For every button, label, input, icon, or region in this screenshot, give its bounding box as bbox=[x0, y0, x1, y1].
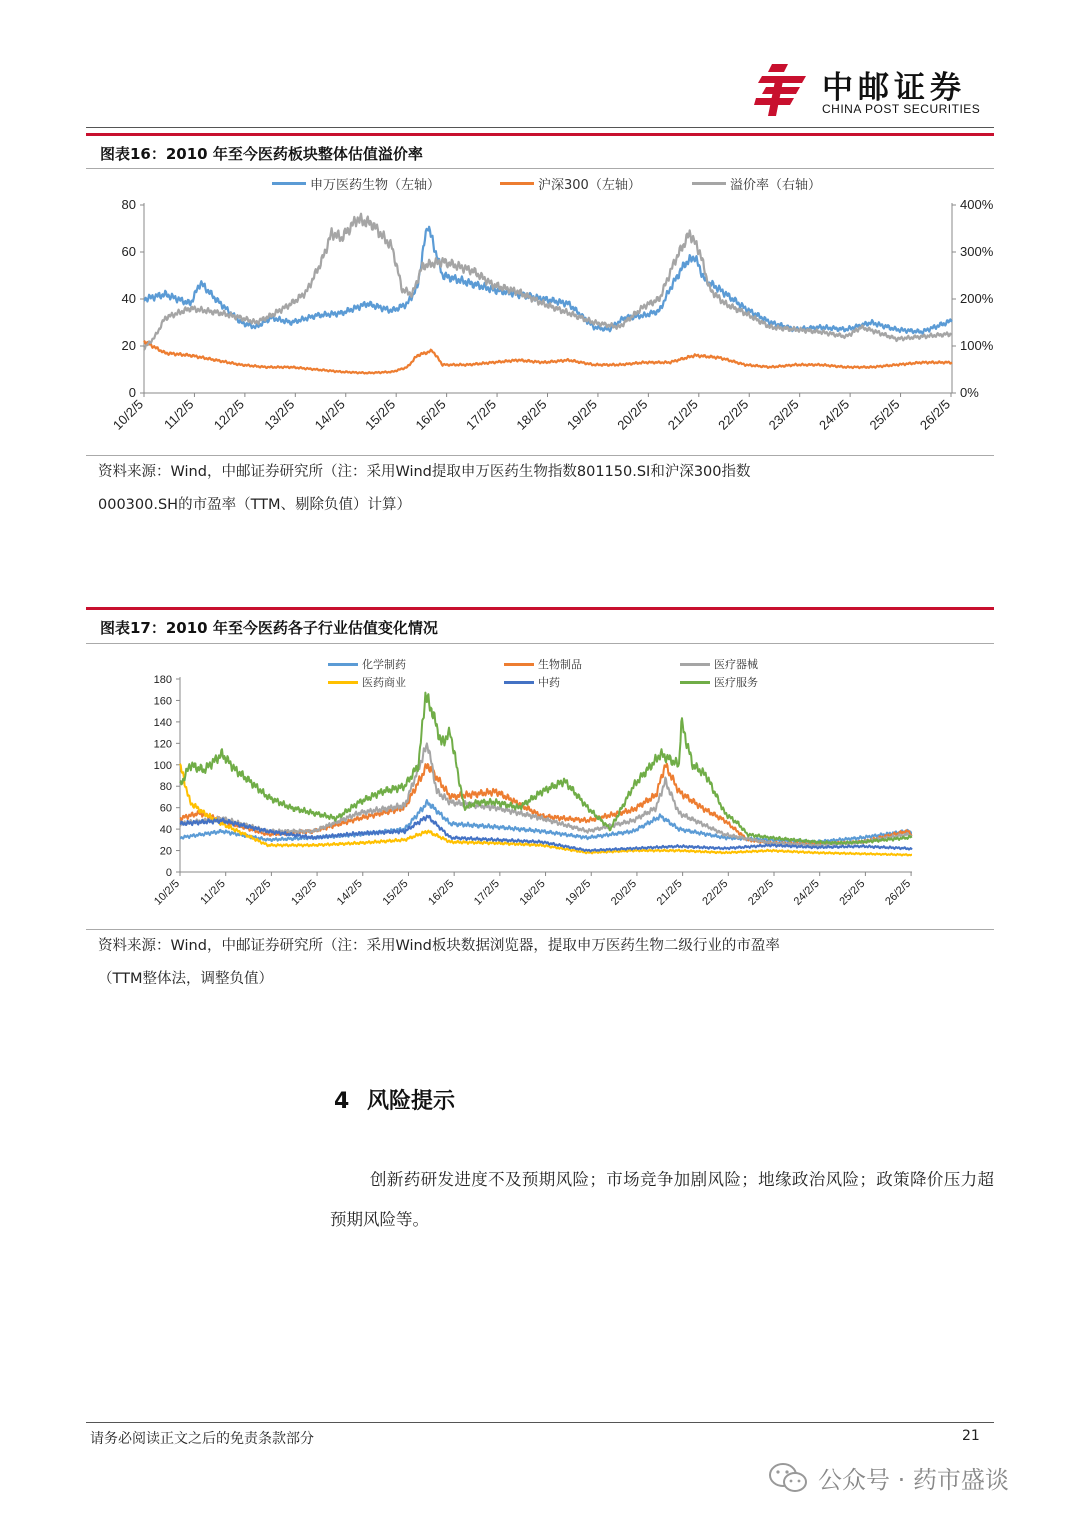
x-tick-label: 16/2/5 bbox=[426, 877, 457, 908]
x-tick-label: 26/2/5 bbox=[883, 877, 914, 908]
x-tick-label: 11/2/5 bbox=[198, 877, 228, 908]
x-tick-label: 23/2/5 bbox=[765, 396, 802, 433]
x-tick-label: 25/2/5 bbox=[866, 396, 903, 433]
legend-label: 医药商业 bbox=[362, 676, 406, 689]
figure17-source-line: （TTM整体法，调整负值） bbox=[98, 971, 273, 987]
figure17-source bbox=[98, 930, 978, 996]
x-tick-label: 25/2/5 bbox=[837, 877, 868, 908]
figure16-title-underline bbox=[86, 168, 994, 169]
x-tick-label: 11/2/5 bbox=[161, 396, 197, 433]
risk-paragraph: 创新药研发进度不及预期风险；市场竞争加剧风险；地缘政治风险；政策降价压力超预期风险等。 bbox=[330, 1170, 994, 1229]
series-line-1 bbox=[144, 341, 952, 374]
figure16-chart bbox=[86, 195, 994, 455]
y2-tick-label: 100% bbox=[960, 338, 994, 353]
logo-chinese-text: 中邮证券 bbox=[822, 70, 966, 106]
figure16-title: 图表16：2010 年至今医药板块整体估值溢价率 bbox=[100, 145, 423, 163]
y-tick-label: 160 bbox=[153, 695, 172, 708]
x-tick-label: 14/2/5 bbox=[311, 396, 348, 433]
y-tick-label: 40 bbox=[159, 824, 172, 837]
x-tick-label: 22/2/5 bbox=[715, 396, 752, 433]
section-heading bbox=[334, 1084, 455, 1115]
x-tick-label: 18/2/5 bbox=[513, 396, 550, 433]
y-tick-label: 60 bbox=[159, 802, 172, 815]
x-tick-label: 24/2/5 bbox=[791, 877, 822, 908]
figure16-legend-item bbox=[692, 174, 821, 193]
figure17-chart bbox=[86, 668, 994, 930]
x-tick-label: 23/2/5 bbox=[746, 877, 777, 908]
legend-swatch bbox=[328, 663, 358, 666]
section-number: 4 bbox=[334, 1089, 350, 1114]
y2-tick-label: 200% bbox=[960, 291, 994, 306]
y-tick-label: 20 bbox=[121, 338, 136, 353]
x-tick-label: 15/2/5 bbox=[362, 396, 399, 433]
x-tick-label: 17/2/5 bbox=[463, 396, 500, 433]
header-divider bbox=[86, 127, 994, 128]
legend-swatch bbox=[500, 182, 534, 185]
legend-label: 沪深300（左轴） bbox=[538, 178, 641, 193]
x-tick-label: 13/2/5 bbox=[261, 396, 298, 433]
figure17-top-rule bbox=[86, 607, 994, 610]
figure16-top-rule bbox=[86, 133, 994, 136]
legend-label: 医疗器械 bbox=[714, 658, 758, 671]
china-post-logo-icon bbox=[754, 62, 808, 116]
x-tick-label: 12/2/5 bbox=[243, 877, 274, 908]
x-tick-label: 20/2/5 bbox=[608, 877, 640, 908]
footer-divider bbox=[86, 1422, 994, 1423]
figure17-title: 图表17：2010 年至今医药各子行业估值变化情况 bbox=[100, 619, 438, 637]
x-tick-label: 22/2/5 bbox=[700, 877, 731, 908]
x-tick-label: 24/2/5 bbox=[816, 396, 853, 433]
figure16-legend-item bbox=[500, 174, 641, 193]
y-tick-label: 100 bbox=[153, 759, 172, 772]
figure17-source-line: 资料来源：Wind，中邮证券研究所（注：采用Wind板块数据浏览器，提取申万医药生物二级行业的市盈率 bbox=[98, 938, 780, 954]
x-tick-label: 17/2/5 bbox=[471, 877, 502, 908]
figure16-source-line: 资料来源：Wind，中邮证券研究所（注：采用Wind提取申万医药生物指数801150.SI和沪深300指数 bbox=[98, 464, 751, 480]
legend-label: 溢价率（右轴） bbox=[730, 178, 822, 193]
legend-label: 中药 bbox=[538, 676, 560, 689]
legend-label: 医疗服务 bbox=[714, 676, 758, 689]
x-tick-label: 16/2/5 bbox=[412, 396, 449, 433]
y-tick-label: 120 bbox=[153, 738, 172, 751]
footer-disclaimer: 请务必阅读正文之后的免责条款部分 bbox=[90, 1431, 314, 1447]
x-tick-label: 19/2/5 bbox=[563, 396, 601, 433]
legend-swatch bbox=[692, 182, 726, 185]
y-tick-label: 60 bbox=[121, 244, 136, 259]
legend-swatch bbox=[680, 663, 710, 666]
y-tick-label: 0 bbox=[128, 385, 136, 400]
x-tick-label: 13/2/5 bbox=[289, 877, 320, 908]
y2-tick-label: 400% bbox=[960, 197, 994, 212]
x-tick-label: 14/2/5 bbox=[334, 877, 365, 908]
figure17-title-underline bbox=[86, 643, 994, 644]
logo-english-text: CHINA POST SECURITIES bbox=[822, 102, 981, 116]
y-tick-label: 0 bbox=[165, 867, 172, 879]
legend-label: 化学制药 bbox=[362, 658, 406, 671]
x-tick-label: 21/2/5 bbox=[654, 877, 685, 908]
x-tick-label: 19/2/5 bbox=[563, 877, 594, 908]
x-tick-label: 26/2/5 bbox=[916, 396, 954, 433]
figure16-source bbox=[98, 456, 978, 522]
y-tick-label: 80 bbox=[121, 197, 136, 212]
y-tick-label: 140 bbox=[153, 716, 172, 729]
section-title-text: 风险提示 bbox=[366, 1089, 455, 1114]
figure16-source-line: 000300.SH的市盈率（TTM、剔除负值）计算） bbox=[98, 497, 412, 513]
legend-label: 申万医药生物（左轴） bbox=[310, 178, 441, 193]
x-tick-label: 20/2/5 bbox=[614, 396, 651, 433]
x-tick-label: 10/2/5 bbox=[109, 396, 147, 433]
company-logo bbox=[754, 58, 994, 122]
watermark-text: 公众号 · 药市盛谈 bbox=[818, 1466, 1009, 1494]
y-tick-label: 20 bbox=[159, 845, 172, 858]
y-tick-label: 180 bbox=[153, 674, 172, 686]
x-tick-label: 15/2/5 bbox=[380, 877, 411, 908]
x-tick-label: 12/2/5 bbox=[210, 396, 247, 433]
wechat-icon bbox=[768, 1462, 808, 1494]
y2-tick-label: 0% bbox=[960, 385, 979, 400]
y2-tick-label: 300% bbox=[960, 244, 994, 259]
legend-label: 生物制品 bbox=[538, 658, 582, 671]
y-tick-label: 80 bbox=[159, 781, 172, 794]
y-tick-label: 40 bbox=[121, 291, 136, 306]
legend-swatch bbox=[272, 182, 306, 185]
x-tick-label: 21/2/5 bbox=[664, 396, 701, 433]
x-tick-label: 10/2/5 bbox=[152, 877, 183, 908]
wechat-watermark bbox=[768, 1460, 1009, 1495]
figure16-legend-item bbox=[272, 174, 440, 193]
page-number: 21 bbox=[962, 1428, 980, 1444]
x-tick-label: 18/2/5 bbox=[517, 877, 548, 908]
legend-swatch bbox=[504, 663, 534, 666]
